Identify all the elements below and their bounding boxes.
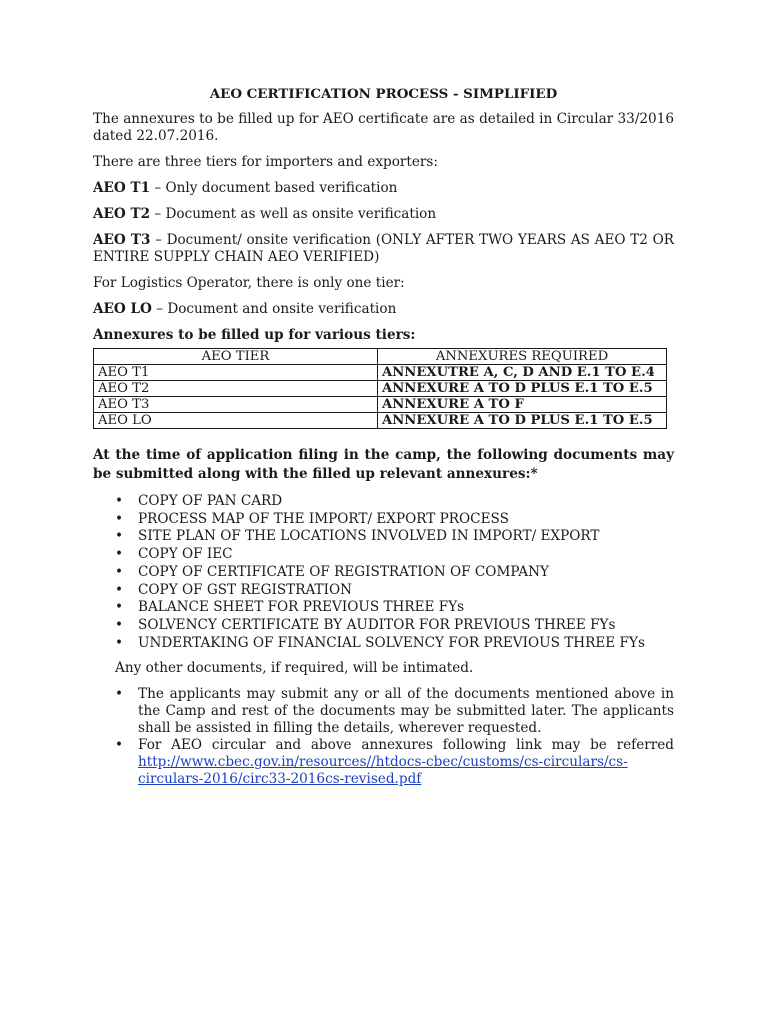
tier-label: AEO T2 (93, 206, 151, 222)
page-title: AEO CERTIFICATION PROCESS - SIMPLIFIED (209, 86, 558, 102)
tiers-intro: There are three tiers for importers and exporters: (93, 154, 438, 170)
list-item (115, 528, 674, 546)
table-cell-annexures: ANNEXUTRE A, C, D AND E.1 TO E.4 (378, 365, 667, 381)
list-item-text: COPY OF CERTIFICATE OF REGISTRATION OF COMPANY (138, 563, 549, 580)
table-cell-tier: AEO T3 (94, 397, 378, 413)
intro-paragraph: The annexures to be filled up for AEO certificate are as detailed in Circular 33/2016 dated 22.07.2016. (93, 111, 674, 144)
table-row (94, 381, 667, 397)
list-item (115, 493, 674, 511)
list-item-text: COPY OF IEC (138, 546, 233, 563)
list-item (115, 510, 674, 529)
tier-label: AEO T1 (93, 180, 151, 196)
bullet-icon: • (115, 634, 124, 651)
bullet-icon: • (115, 563, 124, 580)
note-text: For AEO circular and above annexures following link may be referred (138, 737, 674, 754)
table-row (94, 365, 667, 381)
documents-list (93, 493, 674, 652)
list-item-text: BALANCE SHEET FOR PREVIOUS THREE FYs (138, 599, 465, 616)
bullet-icon: • (115, 493, 124, 509)
bullet-icon: • (115, 510, 124, 527)
tier-desc: – Document/ onsite verification (ONLY AFTER TWO YEARS AS AEO T2 OR ENTIRE SUPPLY CHAIN AEO VERIFIED) (93, 232, 674, 265)
tier-t3 (93, 232, 674, 266)
list-item-text: SOLVENCY CERTIFICATE BY AUDITOR FOR PREVIOUS THREE FYs (138, 616, 616, 633)
list-item-text: UNDERTAKING OF FINANCIAL SOLVENCY FOR PREVIOUS THREE FYs (138, 634, 645, 651)
annexures-table (93, 348, 667, 429)
tier-t2 (93, 206, 674, 223)
table-header-row (94, 349, 667, 365)
table-cell-tier: AEO LO (94, 413, 378, 429)
table-row (94, 397, 667, 413)
bullet-icon: • (115, 546, 124, 563)
table-cell-tier: AEO T1 (94, 365, 378, 381)
table-header-cell: AEO TIER (94, 349, 378, 365)
tier-desc: – Document and onsite verification (151, 301, 397, 317)
tier-lo (93, 301, 674, 318)
list-item (115, 563, 674, 582)
circular-link[interactable]: http://www.cbec.gov.in/resources//htdocs-cbec/customs/cs-circulars/cs-circulars-2016/circ33-2016cs-revised.pdf (138, 754, 628, 788)
table-header-cell: ANNEXURES REQUIRED (378, 349, 667, 365)
list-item (115, 737, 674, 788)
list-item-text: PROCESS MAP OF THE IMPORT/ EXPORT PROCESS (138, 510, 509, 527)
list-item-text: SITE PLAN OF THE LOCATIONS INVOLVED IN IMPORT/ EXPORT (138, 528, 600, 545)
bullet-icon: • (115, 581, 124, 598)
table-cell-annexures: ANNEXURE A TO D PLUS E.1 TO E.5 (378, 381, 667, 397)
logistics-intro: For Logistics Operator, there is only one tier: (93, 275, 405, 291)
bullet-icon: • (115, 616, 124, 633)
annexures-heading-text: Annexures to be filled up for various tiers: (93, 327, 416, 343)
documents-heading: At the time of application filing in the camp, the following documents may be submitted along with the filled up relevant annexures:* (93, 447, 674, 482)
tier-desc: – Document as well as onsite verification (150, 206, 437, 222)
tier-label: AEO T3 (93, 232, 151, 248)
list-item-text: COPY OF GST REGISTRATION (138, 581, 352, 598)
list-item-text: COPY OF PAN CARD (138, 493, 283, 509)
list-item (115, 581, 674, 600)
tier-desc: – Only document based verification (150, 180, 398, 196)
list-item (115, 616, 674, 635)
table-row (94, 413, 667, 429)
tier-label: AEO LO (93, 301, 152, 317)
notes-list (93, 686, 674, 788)
list-item (115, 599, 674, 617)
table-cell-tier: AEO T2 (94, 381, 378, 397)
table-cell-annexures: ANNEXURE A TO D PLUS E.1 TO E.5 (378, 413, 667, 429)
bullet-icon: • (115, 528, 124, 545)
list-item (115, 686, 674, 737)
annexures-heading (93, 327, 674, 344)
other-documents-note: Any other documents, if required, will be intimated. (115, 660, 474, 677)
table-cell-annexures: ANNEXURE A TO F (378, 397, 667, 413)
bullet-icon: • (115, 737, 124, 754)
bullet-icon: • (115, 686, 124, 703)
bullet-icon: • (115, 599, 124, 616)
list-item (115, 634, 674, 653)
tier-t1 (93, 180, 674, 197)
note-text: The applicants may submit any or all of the documents mentioned above in the Camp and rest of the documents may be submitted later. The applicants shall be assisted in filling the details, wherever requested. (138, 686, 674, 737)
list-item (115, 546, 674, 564)
